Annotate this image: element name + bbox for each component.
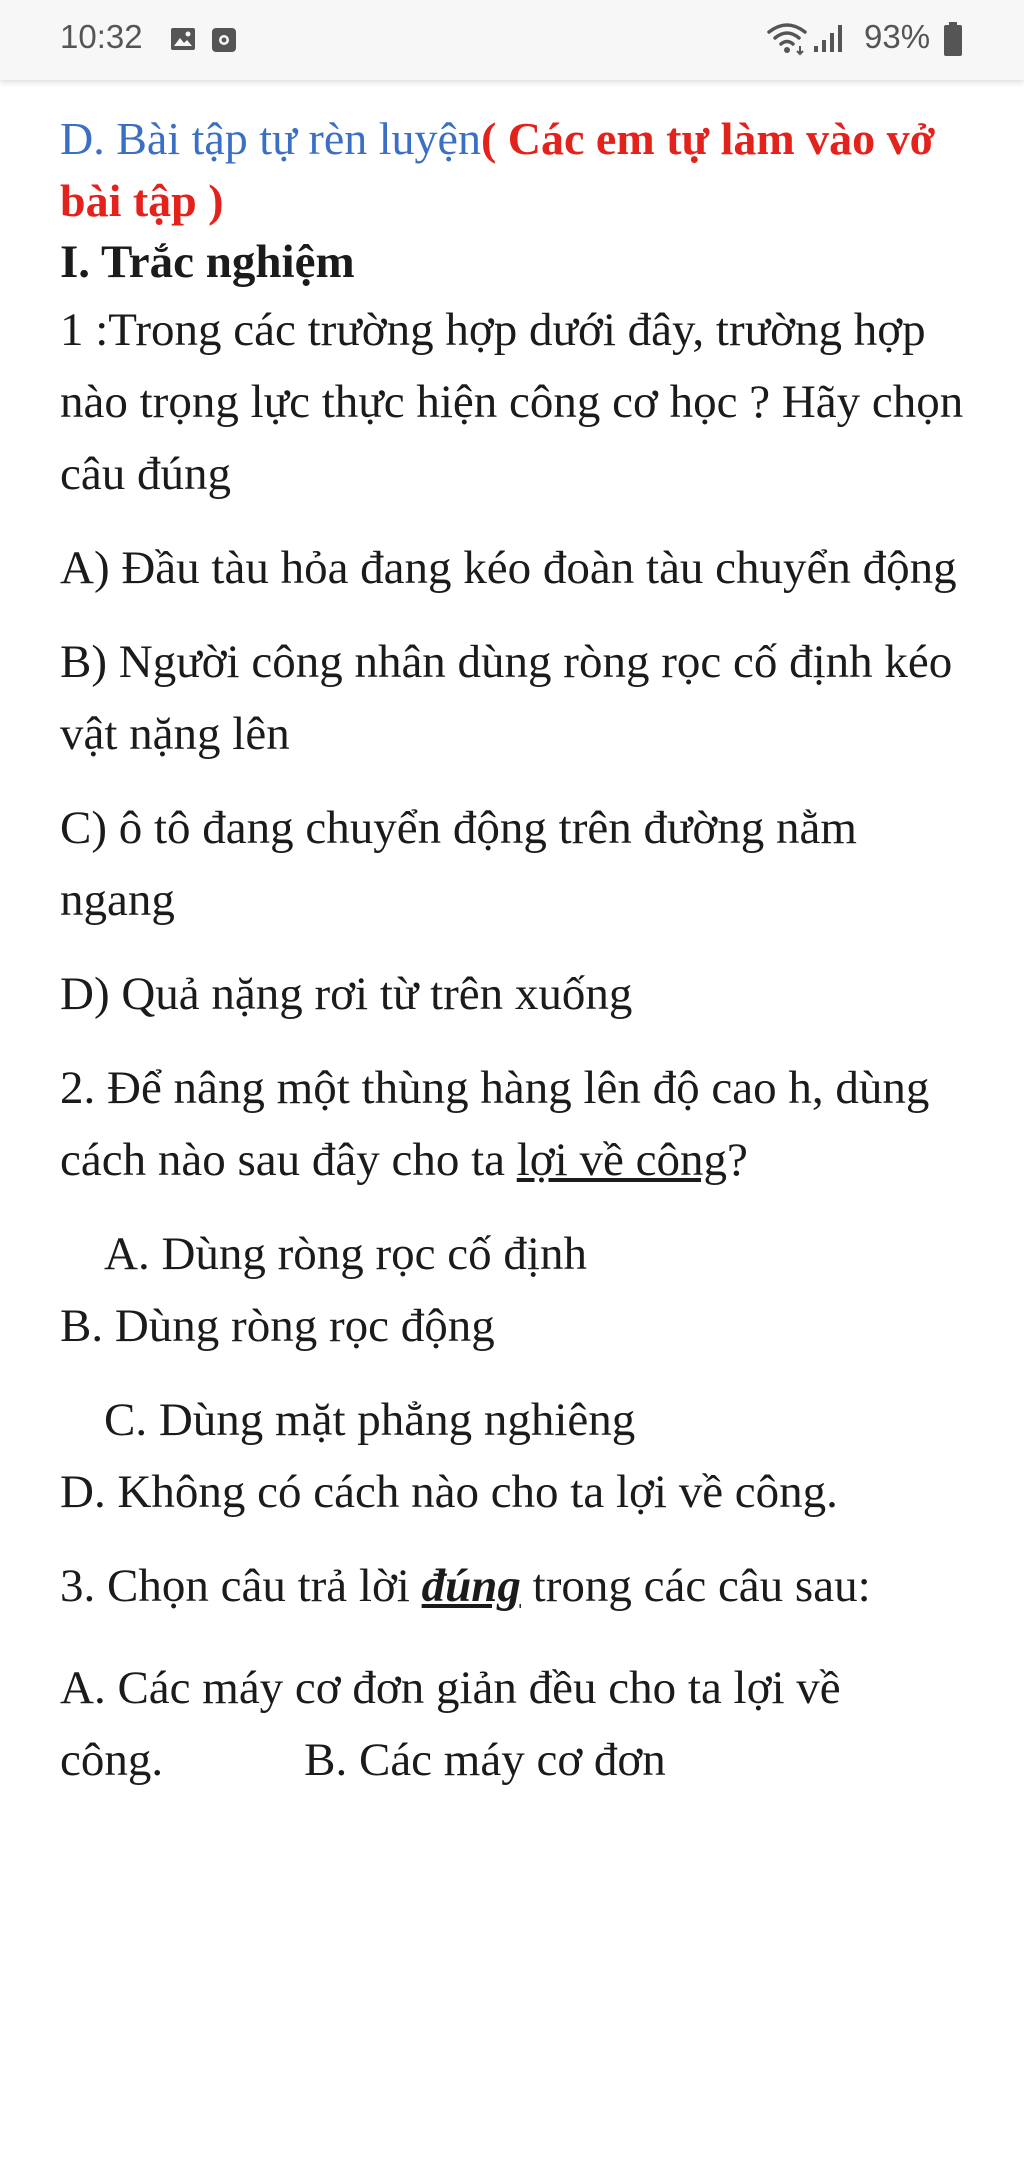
question-1-option-c: C) ô tô đang chuyển động trên đường nằm ngang — [60, 802, 857, 926]
question-2-option-b: B. Dùng ròng rọc động — [60, 1300, 495, 1352]
gallery-icon — [170, 27, 196, 51]
question-2-stem — [60, 1052, 980, 1196]
section-title-main: D. Bài tập tự rèn luyện — [60, 113, 481, 164]
question-2-stem-text: 2. Để nâng một thùng hàng lên độ cao h, dùng cách nào sau đây cho ta — [60, 1062, 930, 1186]
section-title — [60, 108, 980, 232]
question-3-emphasis: đúng — [421, 1560, 521, 1612]
question-3-stem — [60, 1550, 980, 1622]
question-3-stem-text: 3. Chọn câu trả lời — [60, 1560, 422, 1612]
question-3-options — [60, 1652, 980, 1796]
section-title-note: ( Các em tự làm vào vở bài tập ) — [60, 113, 936, 226]
question-3-option-a: A. Các máy cơ đơn giản đều cho ta lợi về công. — [60, 1662, 841, 1786]
question-2-option-d: D. Không có cách nào cho ta lợi về công. — [60, 1466, 838, 1518]
status-time: 10:32 — [60, 18, 143, 55]
subsection-title: I. Trắc nghiệm — [60, 236, 355, 288]
question-1-option-b: B) Người công nhân dùng ròng rọc cố định kéo vật nặng lên — [60, 636, 953, 760]
screen-record-icon — [211, 27, 237, 53]
question-2-stem-end: ? — [726, 1134, 748, 1186]
viewport-bottom-edge — [0, 2150, 1024, 2162]
status-bar — [0, 0, 1024, 80]
battery-percentage: 93% — [864, 18, 931, 55]
question-2-option-a: A. Dùng ròng rọc cố định — [104, 1228, 587, 1280]
question-2-option-c: C. Dùng mặt phẳng nghiêng — [104, 1394, 636, 1446]
signal-icon — [812, 22, 848, 54]
question-3-option-b: B. Các máy cơ đơn — [304, 1734, 666, 1786]
document-content — [60, 108, 980, 1796]
question-1-option-d: D) Quả nặng rơi từ trên xuống — [60, 968, 633, 1020]
wifi-icon — [766, 20, 808, 56]
question-2-emphasis: lợi về công — [516, 1134, 727, 1186]
battery-icon — [944, 22, 962, 56]
question-3-stem-end: trong các câu sau: — [520, 1560, 871, 1612]
question-1-stem: 1 :Trong các trường hợp dưới đây, trường hợp nào trọng lực thực hiện công cơ học ? Hãy chọn câu đúng — [60, 304, 964, 500]
question-1-option-a: A) Đầu tàu hỏa đang kéo đoàn tàu chuyển động — [60, 542, 957, 594]
